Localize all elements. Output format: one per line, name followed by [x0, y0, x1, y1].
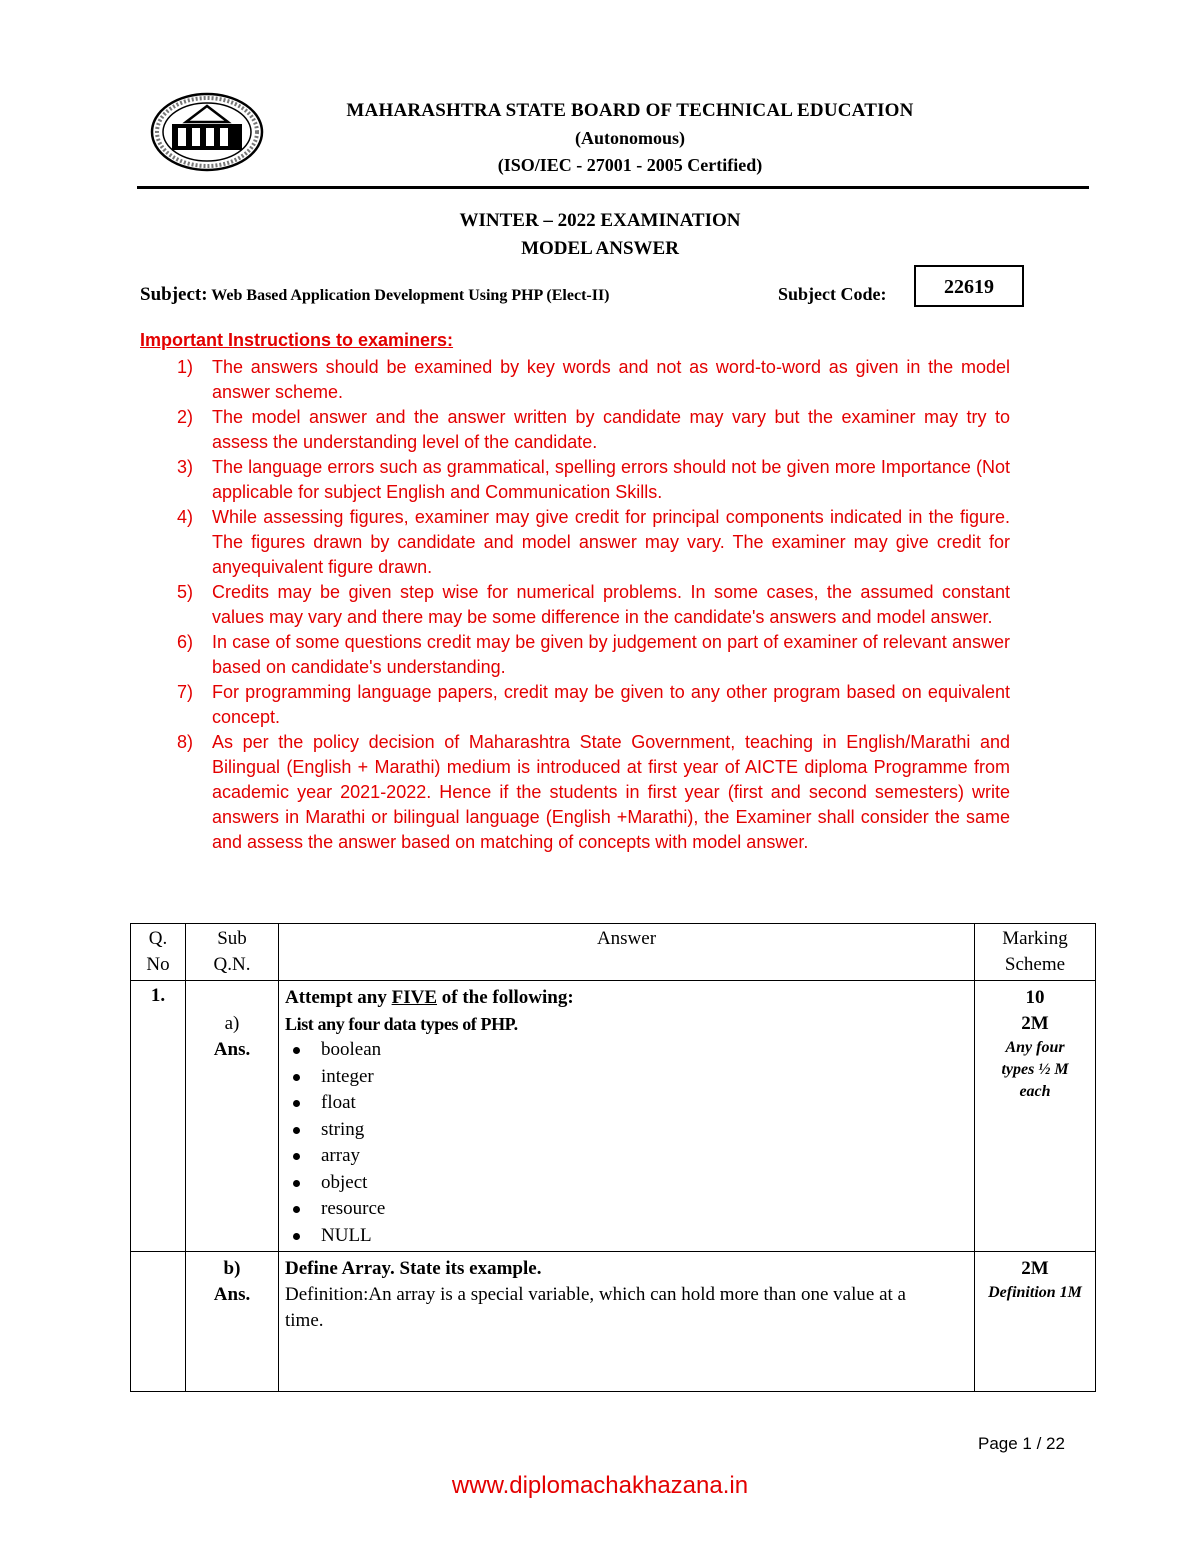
instruction-item	[140, 730, 1010, 855]
examiner-instructions	[140, 330, 1010, 855]
question-instruction: Attempt any FIVE of the following:	[285, 987, 574, 1008]
question-text: List any four data types of PHP.	[285, 1014, 518, 1034]
subject-label: Subject:	[140, 284, 208, 305]
list-item: boolean	[285, 1037, 968, 1064]
ans-label: Ans.	[213, 1039, 251, 1060]
header-marking-scheme: Marking Scheme	[975, 924, 1096, 981]
instruction-number: 8)	[177, 732, 194, 752]
header-answer: Answer	[279, 924, 975, 981]
marks: 2M	[1021, 1258, 1049, 1279]
subquestion-label: b)	[223, 1258, 241, 1279]
exam-title: WINTER – 2022 EXAMINATION	[459, 210, 741, 231]
instruction-text: The answers should be examined by key words and not as word-to-word as given in the model answer scheme.	[212, 357, 1010, 402]
instruction-item	[140, 680, 1010, 730]
marks-note: Definition 1M	[988, 1284, 1082, 1301]
total-marks: 10	[1025, 987, 1045, 1008]
instruction-number: 3)	[177, 457, 194, 477]
answer-text: Definition:An array is a special variable, which can hold more than one value at a time.	[285, 1284, 906, 1331]
list-item: NULL	[285, 1223, 968, 1250]
list-item: string	[285, 1117, 968, 1144]
page-number: Page 1 / 22	[978, 1434, 1065, 1453]
question-number: 1.	[131, 981, 186, 1252]
marks-cell	[975, 981, 1096, 1252]
list-item: integer	[285, 1064, 968, 1091]
list-item: object	[285, 1170, 968, 1197]
marks-cell	[975, 1252, 1096, 1392]
instruction-number: 7)	[177, 682, 194, 702]
data-types-list	[285, 1037, 968, 1249]
instruction-text: In case of some questions credit may be given by judgement on part of examiner of relevant answer based on candidate's understanding.	[212, 632, 1010, 677]
instruction-number: 1)	[177, 357, 194, 377]
instruction-number: 2)	[177, 407, 194, 427]
subject-row	[140, 284, 1040, 306]
board-name: MAHARASHTRA STATE BOARD OF TECHNICAL EDUCATION	[346, 100, 914, 121]
header-qno: Q. No	[131, 924, 186, 981]
marks: 2M	[1021, 1013, 1049, 1034]
list-item: array	[285, 1143, 968, 1170]
instruction-item	[140, 580, 1010, 630]
answer-cell	[279, 981, 975, 1252]
board-status: (Autonomous)	[574, 128, 685, 148]
instruction-number: 5)	[177, 582, 194, 602]
instruction-text: While assessing figures, examiner may give credit for principal components indicated in the figure. The figures drawn by candidate and model answer may vary. The examiner may give credit for anyequivalent figure drawn.	[212, 507, 1010, 577]
instruction-item	[140, 505, 1010, 580]
header-subqno: Sub Q.N.	[186, 924, 279, 981]
instruction-item	[140, 355, 1010, 405]
instructions-heading: Important Instructions to examiners:	[140, 330, 454, 350]
exam-subtitle: MODEL ANSWER	[521, 238, 679, 259]
instruction-item	[140, 630, 1010, 680]
subject-code: 22619	[914, 265, 1024, 307]
instruction-number: 6)	[177, 632, 194, 652]
marks-note: Any four types ½ M each	[1001, 1039, 1069, 1100]
board-certification: (ISO/IEC - 27001 - 2005 Certified)	[497, 155, 763, 175]
subquestion-label: a)	[224, 1013, 240, 1034]
question-number	[131, 1252, 186, 1392]
table-header-row	[131, 924, 1096, 981]
subquestion-a	[186, 981, 279, 1252]
subject-name: Web Based Application Development Using PHP (Elect-II)	[211, 287, 610, 304]
table-row	[131, 1252, 1096, 1392]
answer-table	[130, 923, 1096, 1392]
instruction-text: As per the policy decision of Maharashtra State Government, teaching in English/Marathi and Bilingual (English + Marathi) medium is introduced at first year of AICTE diploma Programme from academic year 2021-2022. Hence if the students in first year (first and second semesters) write answers in Marathi or bilingual language (English +Marathi), the Examiner shall consider the same and assess the answer based on matching of concepts with model answer.	[212, 732, 1010, 852]
answer-cell	[279, 1252, 975, 1392]
instruction-text: The model answer and the answer written by candidate may vary but the examiner may try to assess the understanding level of the candidate.	[212, 407, 1010, 452]
subquestion-b	[186, 1252, 279, 1392]
instruction-item	[140, 405, 1010, 455]
instruction-text: Credits may be given step wise for numerical problems. In some cases, the assumed constant values may vary and there may be some difference in the candidate's answers and model answer.	[212, 582, 1010, 627]
header-divider	[137, 186, 1089, 189]
instruction-number: 4)	[177, 507, 194, 527]
instructions-list	[140, 355, 1010, 855]
board-logo	[150, 92, 265, 172]
footer-url[interactable]: www.diplomachakhazana.in	[451, 1472, 749, 1499]
instruction-item	[140, 455, 1010, 505]
subject-code-label: Subject Code:	[778, 284, 887, 304]
instruction-text: The language errors such as grammatical, spelling errors should not be given more Importance (Not applicable for subject English and Communication Skills.	[212, 457, 1010, 502]
question-text: Define Array. State its example.	[285, 1258, 542, 1279]
list-item: float	[285, 1090, 968, 1117]
list-item: resource	[285, 1196, 968, 1223]
ans-label: Ans.	[213, 1284, 251, 1305]
table-row	[131, 981, 1096, 1252]
instruction-text: For programming language papers, credit may be given to any other program based on equivalent concept.	[212, 682, 1010, 727]
